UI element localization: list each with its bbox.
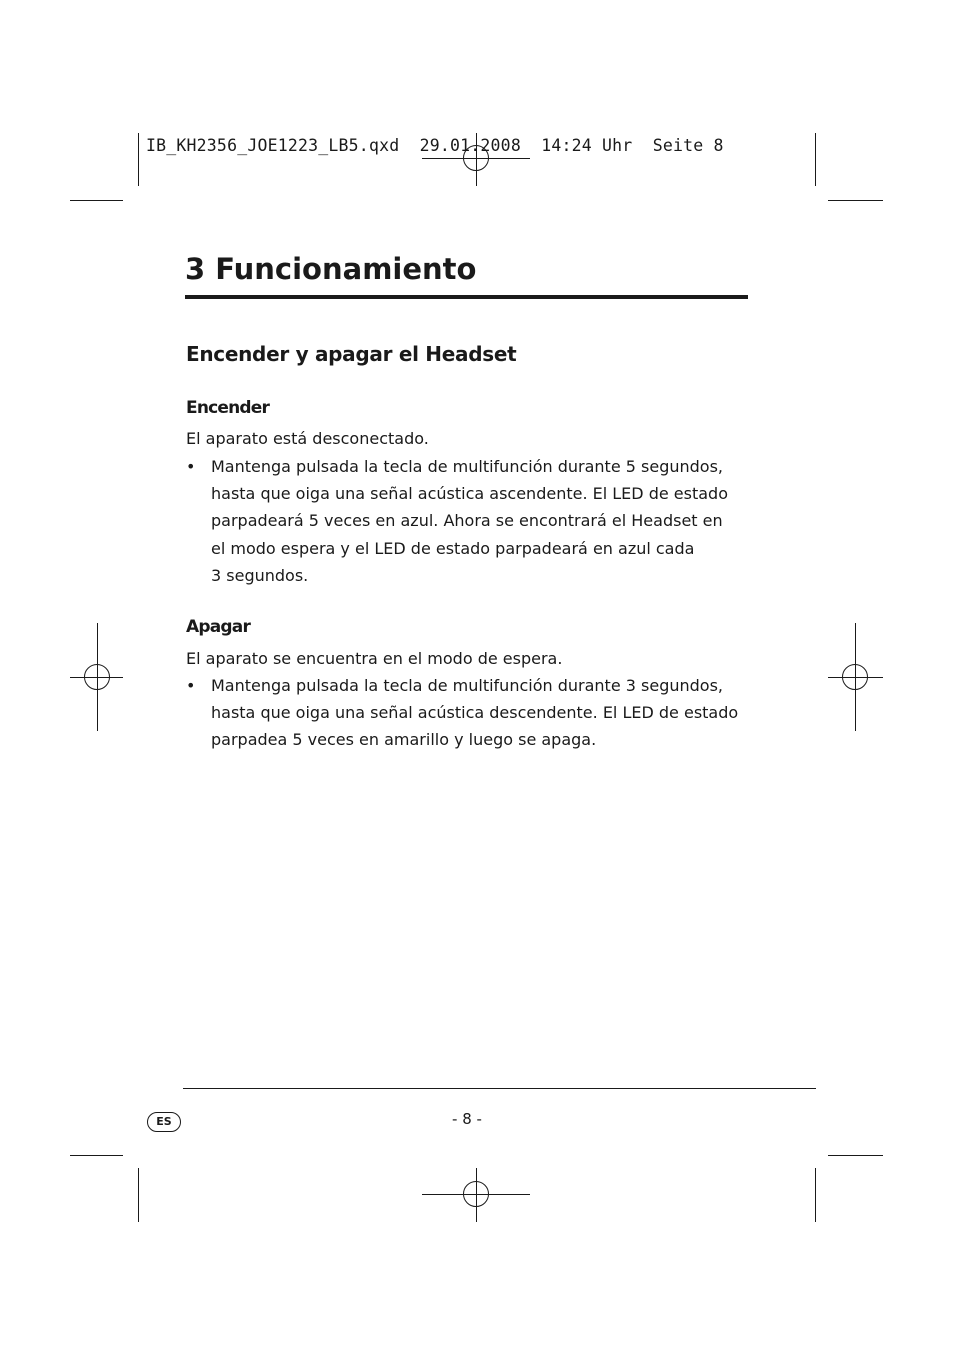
bullet-icon: • (186, 457, 196, 476)
language-badge: ES (147, 1112, 181, 1132)
footer-rule (183, 1088, 816, 1089)
bullet-line: Mantenga pulsada la tecla de multifunción durante 3 segundos, (211, 676, 723, 695)
chapter-title: 3 Funcionamiento (185, 252, 477, 286)
list-item (186, 672, 738, 754)
encender-intro: El aparato está desconectado. (186, 429, 429, 448)
bullet-line: el modo espera y el LED de estado parpadeará en azul cada (211, 538, 695, 558)
bullet-line: 3 segundos. (211, 565, 309, 585)
apagar-bullet-list (186, 672, 738, 754)
encender-bullet-list (186, 453, 728, 589)
print-slug: IB_KH2356_JOE1223_LB5.qxd 29.01.2008 14:24 Uhr Seite 8 (146, 136, 724, 155)
chapter-rule (185, 295, 748, 299)
bullet-line: Mantenga pulsada la tecla de multifunción durante 5 segundos, (211, 457, 723, 476)
bullet-line: parpadeará 5 veces en azul. Ahora se encontrará el Headset en (211, 511, 723, 531)
list-item (186, 453, 728, 589)
section-title: Encender y apagar el Headset (186, 342, 517, 366)
bullet-line: hasta que oiga una señal acústica descendente. El LED de estado (211, 703, 739, 723)
encender-heading: Encender (186, 398, 270, 418)
page-number: - 8 - (452, 1110, 482, 1128)
apagar-heading: Apagar (186, 617, 251, 637)
bullet-line: parpadea 5 veces en amarillo y luego se apaga. (211, 730, 597, 750)
apagar-intro: El aparato se encuentra en el modo de espera. (186, 649, 563, 668)
bullet-icon: • (186, 676, 196, 695)
bullet-line: hasta que oiga una señal acústica ascendente. El LED de estado (211, 484, 728, 504)
